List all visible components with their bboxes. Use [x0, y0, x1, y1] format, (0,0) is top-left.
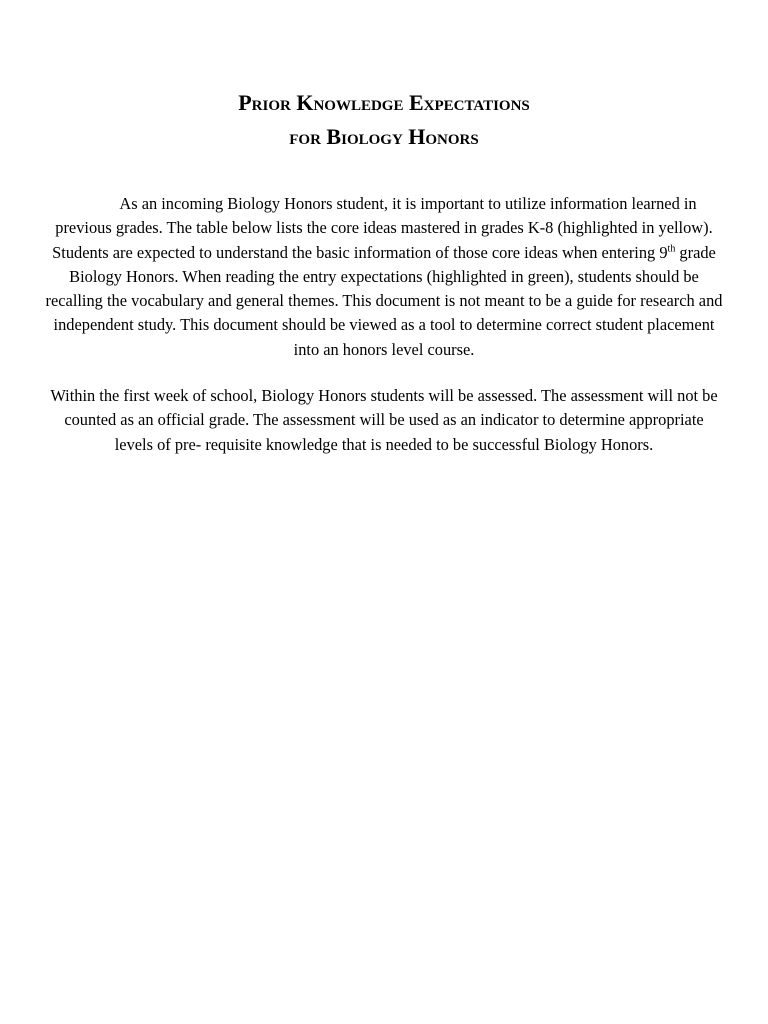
title-line-1: Prior Knowledge Expectations [238, 90, 530, 115]
intro-paragraph-part1: As an incoming Biology Honors student, it is important to utilize information learned in previous grades. The table below lists the core ideas mastered in grades K-8 (highlighted in yellow). Students are expected to understand the basic information of those core ideas when entering 9 [52, 194, 713, 262]
title-line-2: for Biology Honors [289, 124, 479, 149]
document-title [0, 86, 768, 154]
ordinal-superscript: th [667, 243, 676, 255]
intro-paragraph [44, 192, 724, 362]
assessment-paragraph: Within the first week of school, Biology Honors students will be assessed. The assessment will not be counted as an official grade. The assessment will be used as an indicator to determine appropriate levels of pre- requisite knowledge that is needed to be successful Biology Honors. [50, 386, 718, 454]
intro-paragraph-part2: grade Biology Honors. When reading the entry expectations (highlighted in green), students should be recalling the vocabulary and general themes. This document is not meant to be a guide for research and independent study. This document should be viewed as a tool to determine correct student placement into an honors level course. [45, 242, 723, 359]
